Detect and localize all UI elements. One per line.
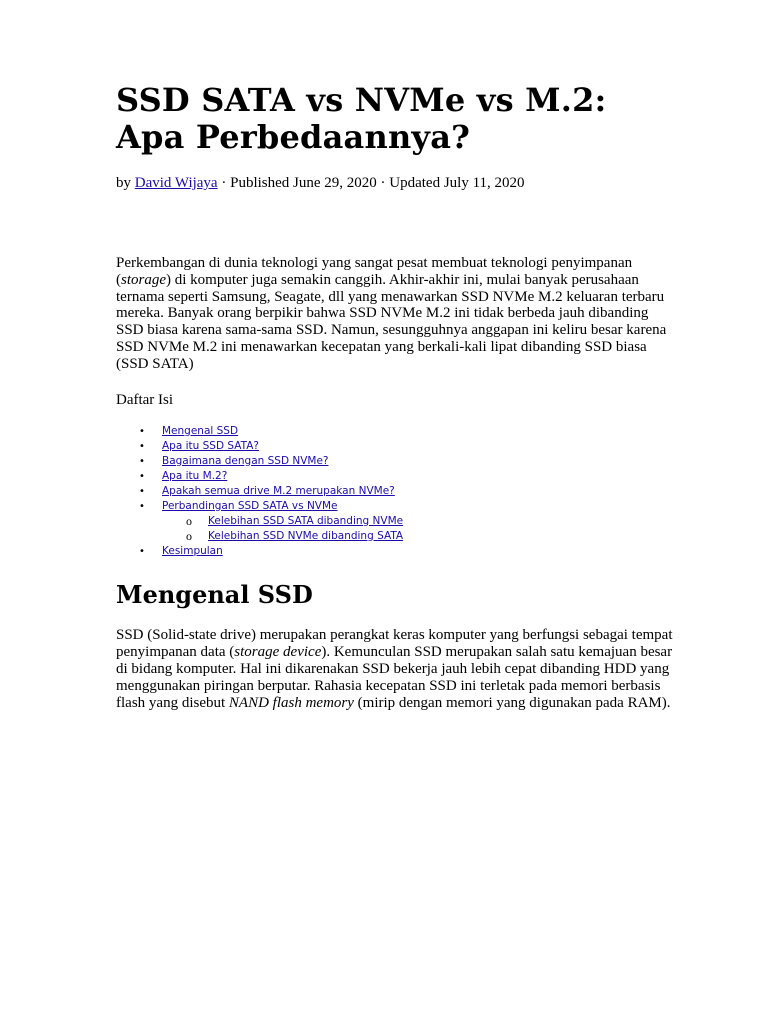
title-line-2: Apa Perbedaannya? xyxy=(116,118,471,156)
toc-sublist xyxy=(162,514,676,544)
toc-item xyxy=(116,439,676,454)
section-text-2: ). Kemunculan SSD merupakan salah satu kemajuan besar di bidang komputer. Hal ini dikarenakan SSD bekerja jauh lebih cepat dibanding HDD yang menggunakan piringan berputar. Rahasia kecepatan SSD ini terletak pada memori berbasis flash yang disebut xyxy=(116,643,673,711)
toc-link-ssd-nvme[interactable]: Bagaimana dengan SSD NVMe? xyxy=(162,454,329,467)
toc-link-m2-nvme[interactable]: Apakah semua drive M.2 merupakan NVMe? xyxy=(162,484,395,497)
intro-text-1: Perkembangan di dunia teknologi yang sangat pesat membuat teknologi penyimpanan ( xyxy=(116,255,633,288)
section-text-1: SSD (Solid-state drive) merupakan perangkat keras komputer yang berfungsi sebagai tempat penyimpanan data ( xyxy=(116,626,673,660)
byline-prefix: by xyxy=(116,175,135,191)
toc-item xyxy=(116,544,676,559)
toc-link-perbandingan[interactable]: Perbandingan SSD SATA vs NVMe xyxy=(162,499,338,512)
bullet-icon: • xyxy=(139,455,145,467)
table-of-contents xyxy=(116,424,676,559)
section-text-3: (mirip dengan memori yang digunakan pada RAM). xyxy=(353,694,671,711)
toc-label: Daftar Isi xyxy=(116,391,174,408)
toc-link-kesimpulan[interactable]: Kesimpulan xyxy=(162,544,223,557)
toc-item xyxy=(116,424,676,439)
bullet-icon: • xyxy=(139,500,145,512)
byline xyxy=(116,174,676,192)
intro-text-2: ) di komputer juga semakin canggih. Akhir-akhir ini, mulai banyak perusahaan ternama seperti Samsung, Seagate, dll yang menawarkan SSD NVMe M.2 keluaran terbaru mereka. Banyak orang berpikir bahwa SSD NVMe M.2 ini tidak berbeda jauh dibanding SSD biasa karena sama-sama SSD. Namun, sesungguhnya anggapan ini keliru besar karena SSD NVMe M.2 ini menawarkan kecepatan yang berkali-kali lipat dibanding SSD biasa (SSD SATA) xyxy=(116,271,667,372)
toc-item xyxy=(116,484,676,499)
sub-bullet-icon: o xyxy=(186,513,192,528)
toc-link-mengenal-ssd[interactable]: Mengenal SSD xyxy=(162,424,239,437)
bullet-icon: • xyxy=(139,545,145,557)
intro-paragraph xyxy=(116,255,676,373)
bullet-icon: • xyxy=(139,425,145,437)
toc-link-ssd-sata[interactable]: Apa itu SSD SATA? xyxy=(162,439,259,452)
article-title xyxy=(116,82,676,156)
intro-storage-term: storage xyxy=(121,271,166,288)
bullet-icon: • xyxy=(139,470,145,482)
toc-link-kelebihan-sata[interactable]: Kelebihan SSD SATA dibanding NVMe xyxy=(208,514,404,527)
section-heading-mengenal-ssd: Mengenal SSD xyxy=(116,579,313,609)
storage-device-term: storage device xyxy=(234,643,322,660)
author-link[interactable]: David Wijaya xyxy=(134,175,218,191)
toc-subitem xyxy=(162,529,676,544)
sub-bullet-icon: o xyxy=(186,528,192,543)
article xyxy=(116,82,676,727)
toc-item xyxy=(116,454,676,469)
toc-item xyxy=(116,499,676,544)
toc-subitem xyxy=(162,514,676,529)
nand-flash-term: NAND flash memory xyxy=(228,694,354,711)
title-line-1: SSD SATA vs NVMe vs M.2: xyxy=(116,81,607,119)
published-date: · Published June 29, 2020 xyxy=(217,175,377,191)
updated-date: · Updated July 11, 2020 xyxy=(376,175,525,191)
section-paragraph xyxy=(116,627,676,712)
toc-item xyxy=(116,469,676,484)
toc-link-kelebihan-nvme[interactable]: Kelebihan SSD NVMe dibanding SATA xyxy=(208,529,404,542)
bullet-icon: • xyxy=(139,440,145,452)
bullet-icon: • xyxy=(139,485,145,497)
toc-link-m2[interactable]: Apa itu M.2? xyxy=(162,469,228,482)
